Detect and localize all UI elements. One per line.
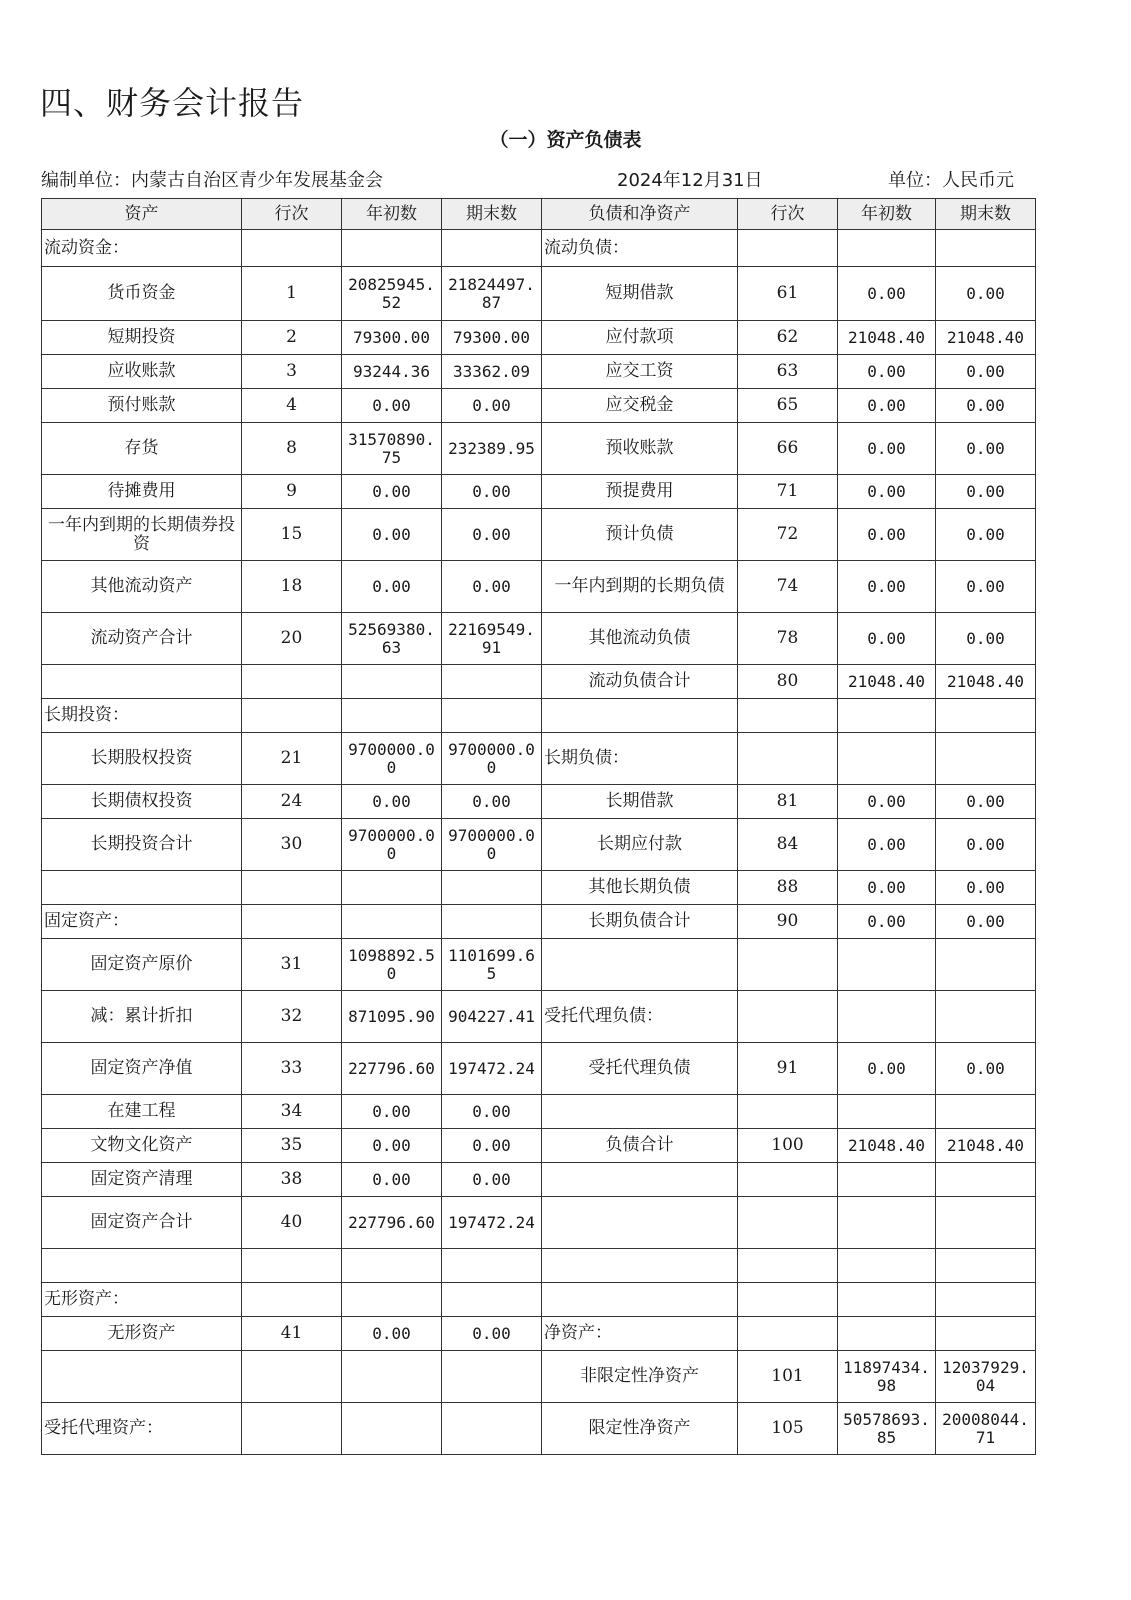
cell-liability-begin: 11897434.98 (838, 1351, 936, 1403)
cell-asset-begin (342, 1249, 442, 1283)
cell-asset-name: 货币资金 (42, 267, 242, 321)
cell-liability-name (542, 699, 738, 733)
cell-asset-begin (342, 871, 442, 905)
cell-asset-begin: 52569380.63 (342, 613, 442, 665)
cell-liability-line: 81 (738, 785, 838, 819)
cell-asset-begin: 9700000.00 (342, 819, 442, 871)
cell-liability-line: 80 (738, 665, 838, 699)
table-row (42, 665, 1036, 699)
cell-asset-name: 流动资产合计 (42, 613, 242, 665)
cell-asset-end (442, 1351, 542, 1403)
cell-asset-end: 79300.00 (442, 321, 542, 355)
cell-asset-line: 2 (242, 321, 342, 355)
organization-label: 编制单位：内蒙古自治区青少年发展基金会 (41, 170, 383, 191)
cell-liability-end (936, 1249, 1036, 1283)
cell-liability-line: 65 (738, 389, 838, 423)
cell-liability-name: 净资产： (542, 1317, 738, 1351)
cell-asset-begin: 871095.90 (342, 991, 442, 1043)
cell-asset-begin: 0.00 (342, 509, 442, 561)
cell-asset-name: 受托代理资产： (42, 1403, 242, 1455)
cell-liability-begin: 21048.40 (838, 321, 936, 355)
cell-liability-begin: 0.00 (838, 785, 936, 819)
table-row (42, 1129, 1036, 1163)
cell-asset-line (242, 871, 342, 905)
cell-liability-line: 90 (738, 905, 838, 939)
cell-asset-begin (342, 665, 442, 699)
cell-asset-end: 33362.09 (442, 355, 542, 389)
cell-asset-begin: 0.00 (342, 389, 442, 423)
table-row (42, 1043, 1036, 1095)
cell-asset-name: 固定资产净值 (42, 1043, 242, 1095)
cell-liability-end: 0.00 (936, 871, 1036, 905)
cell-asset-end: 0.00 (442, 1317, 542, 1351)
cell-liability-end: 21048.40 (936, 1129, 1036, 1163)
table-row (42, 1317, 1036, 1351)
cell-liability-name: 限定性净资产 (542, 1403, 738, 1455)
cell-liability-begin: 50578693.85 (838, 1403, 936, 1455)
table-title: （一）资产负债表 (489, 129, 642, 151)
table-row (42, 389, 1036, 423)
cell-asset-name (42, 1249, 242, 1283)
cell-liability-end: 0.00 (936, 613, 1036, 665)
cell-liability-name: 应交税金 (542, 389, 738, 423)
cell-liability-line: 91 (738, 1043, 838, 1095)
cell-asset-line (242, 1351, 342, 1403)
cell-liability-name: 长期负债合计 (542, 905, 738, 939)
cell-liability-end: 0.00 (936, 1043, 1036, 1095)
cell-asset-line: 3 (242, 355, 342, 389)
cell-asset-line: 4 (242, 389, 342, 423)
cell-asset-name: 长期投资合计 (42, 819, 242, 871)
cell-asset-line: 33 (242, 1043, 342, 1095)
table-row (42, 905, 1036, 939)
cell-asset-begin (342, 1283, 442, 1317)
cell-asset-name: 长期股权投资 (42, 733, 242, 785)
cell-liability-name: 长期应付款 (542, 819, 738, 871)
cell-liability-begin: 0.00 (838, 905, 936, 939)
table-row (42, 1163, 1036, 1197)
table-row (42, 321, 1036, 355)
cell-liability-begin: 21048.40 (838, 665, 936, 699)
cell-asset-end (442, 230, 542, 267)
cell-liability-name: 其他流动负债 (542, 613, 738, 665)
cell-asset-name: 预付账款 (42, 389, 242, 423)
cell-asset-name: 无形资产 (42, 1317, 242, 1351)
column-header-asset-name: 资产 (42, 199, 242, 230)
cell-liability-name: 一年内到期的长期负债 (542, 561, 738, 613)
cell-asset-name: 流动资金： (42, 230, 242, 267)
cell-asset-name (42, 665, 242, 699)
cell-asset-name: 长期债权投资 (42, 785, 242, 819)
cell-liability-name: 长期借款 (542, 785, 738, 819)
cell-liability-name (542, 1095, 738, 1129)
column-header-asset-line: 行次 (242, 199, 342, 230)
cell-liability-end: 0.00 (936, 355, 1036, 389)
currency-unit: 单位：人民币元 (888, 170, 1014, 191)
cell-asset-begin: 0.00 (342, 561, 442, 613)
cell-asset-begin: 0.00 (342, 1163, 442, 1197)
cell-liability-begin: 0.00 (838, 267, 936, 321)
cell-liability-line (738, 1317, 838, 1351)
cell-asset-end: 197472.24 (442, 1197, 542, 1249)
cell-asset-begin (342, 699, 442, 733)
report-date: 2024年12月31日 (617, 170, 763, 191)
cell-liability-end: 0.00 (936, 389, 1036, 423)
column-header-liability-end: 期末数 (936, 199, 1036, 230)
cell-liability-begin (838, 1317, 936, 1351)
cell-liability-begin: 0.00 (838, 561, 936, 613)
cell-asset-line: 24 (242, 785, 342, 819)
cell-asset-end: 0.00 (442, 389, 542, 423)
cell-asset-line: 38 (242, 1163, 342, 1197)
column-header-liability-begin: 年初数 (838, 199, 936, 230)
cell-asset-end (442, 1403, 542, 1455)
cell-liability-begin (838, 1283, 936, 1317)
cell-asset-name: 其他流动资产 (42, 561, 242, 613)
table-row (42, 991, 1036, 1043)
cell-liability-begin (838, 699, 936, 733)
cell-liability-line (738, 1249, 838, 1283)
cell-asset-line: 20 (242, 613, 342, 665)
cell-liability-name: 流动负债合计 (542, 665, 738, 699)
table-row (42, 939, 1036, 991)
table-row (42, 475, 1036, 509)
cell-liability-end (936, 1095, 1036, 1129)
cell-asset-begin: 1098892.50 (342, 939, 442, 991)
cell-liability-line (738, 733, 838, 785)
cell-asset-line: 40 (242, 1197, 342, 1249)
cell-liability-end (936, 1197, 1036, 1249)
cell-liability-end (936, 1283, 1036, 1317)
cell-asset-name: 固定资产清理 (42, 1163, 242, 1197)
cell-liability-begin: 0.00 (838, 613, 936, 665)
cell-asset-name: 固定资产合计 (42, 1197, 242, 1249)
cell-asset-line: 8 (242, 423, 342, 475)
cell-liability-line: 66 (738, 423, 838, 475)
table-row (42, 423, 1036, 475)
cell-liability-line: 63 (738, 355, 838, 389)
cell-liability-name: 负债合计 (542, 1129, 738, 1163)
cell-liability-end: 0.00 (936, 423, 1036, 475)
cell-liability-end (936, 733, 1036, 785)
table-row (42, 1351, 1036, 1403)
table-row (42, 1197, 1036, 1249)
cell-asset-end: 0.00 (442, 561, 542, 613)
cell-liability-name: 受托代理负债 (542, 1043, 738, 1095)
column-header-liability-line: 行次 (738, 199, 838, 230)
cell-asset-begin: 0.00 (342, 1317, 442, 1351)
cell-asset-end (442, 905, 542, 939)
cell-asset-begin: 227796.60 (342, 1043, 442, 1095)
cell-asset-name: 固定资产原价 (42, 939, 242, 991)
cell-asset-line: 1 (242, 267, 342, 321)
cell-asset-line: 21 (242, 733, 342, 785)
cell-liability-line: 74 (738, 561, 838, 613)
table-row (42, 509, 1036, 561)
cell-liability-end: 20008044.71 (936, 1403, 1036, 1455)
cell-liability-end (936, 699, 1036, 733)
cell-liability-line: 100 (738, 1129, 838, 1163)
table-row (42, 733, 1036, 785)
balance-sheet-table (41, 198, 1036, 1455)
cell-liability-end: 0.00 (936, 509, 1036, 561)
cell-liability-begin (838, 1249, 936, 1283)
cell-asset-begin (342, 230, 442, 267)
cell-liability-begin (838, 1163, 936, 1197)
cell-asset-name: 减：累计折扣 (42, 991, 242, 1043)
table-row (42, 561, 1036, 613)
table-row (42, 1249, 1036, 1283)
cell-asset-end: 1101699.65 (442, 939, 542, 991)
cell-asset-line: 35 (242, 1129, 342, 1163)
cell-liability-name: 流动负债： (542, 230, 738, 267)
cell-asset-begin: 227796.60 (342, 1197, 442, 1249)
table-row (42, 871, 1036, 905)
cell-liability-end (936, 991, 1036, 1043)
cell-asset-end: 0.00 (442, 475, 542, 509)
cell-liability-line: 88 (738, 871, 838, 905)
cell-asset-line (242, 699, 342, 733)
cell-asset-name: 应收账款 (42, 355, 242, 389)
cell-asset-line: 32 (242, 991, 342, 1043)
cell-liability-line (738, 230, 838, 267)
cell-asset-end: 0.00 (442, 509, 542, 561)
cell-liability-begin (838, 939, 936, 991)
report-heading: 四、财务会计报告 (40, 84, 305, 122)
cell-asset-end (442, 1249, 542, 1283)
cell-liability-line: 105 (738, 1403, 838, 1455)
cell-asset-begin: 0.00 (342, 1095, 442, 1129)
cell-liability-begin: 0.00 (838, 871, 936, 905)
cell-liability-line (738, 1163, 838, 1197)
cell-liability-begin: 0.00 (838, 389, 936, 423)
cell-liability-line: 78 (738, 613, 838, 665)
cell-asset-end (442, 665, 542, 699)
cell-liability-begin: 0.00 (838, 475, 936, 509)
cell-asset-end (442, 699, 542, 733)
cell-liability-name (542, 1197, 738, 1249)
cell-liability-begin (838, 1095, 936, 1129)
cell-liability-end (936, 939, 1036, 991)
cell-asset-line (242, 665, 342, 699)
cell-asset-end (442, 1283, 542, 1317)
cell-asset-end: 0.00 (442, 1095, 542, 1129)
cell-asset-end (442, 871, 542, 905)
cell-asset-line: 9 (242, 475, 342, 509)
cell-asset-begin (342, 1351, 442, 1403)
column-header-liability-name: 负债和净资产 (542, 199, 738, 230)
cell-asset-name: 固定资产： (42, 905, 242, 939)
cell-asset-line: 41 (242, 1317, 342, 1351)
cell-asset-begin: 93244.36 (342, 355, 442, 389)
cell-asset-end: 22169549.91 (442, 613, 542, 665)
cell-liability-end (936, 230, 1036, 267)
cell-asset-end: 197472.24 (442, 1043, 542, 1095)
cell-liability-end: 12037929.04 (936, 1351, 1036, 1403)
cell-liability-begin (838, 991, 936, 1043)
table-row (42, 1283, 1036, 1317)
cell-asset-end: 904227.41 (442, 991, 542, 1043)
cell-liability-begin (838, 1197, 936, 1249)
cell-liability-name (542, 1163, 738, 1197)
cell-liability-begin: 0.00 (838, 819, 936, 871)
cell-liability-name (542, 1249, 738, 1283)
cell-liability-begin: 0.00 (838, 355, 936, 389)
cell-liability-end (936, 1317, 1036, 1351)
cell-liability-end: 0.00 (936, 561, 1036, 613)
cell-liability-begin (838, 733, 936, 785)
cell-asset-line (242, 905, 342, 939)
cell-liability-line (738, 939, 838, 991)
cell-liability-line (738, 699, 838, 733)
cell-liability-begin: 0.00 (838, 509, 936, 561)
cell-liability-name: 受托代理负债： (542, 991, 738, 1043)
cell-liability-line: 84 (738, 819, 838, 871)
cell-asset-begin: 0.00 (342, 1129, 442, 1163)
cell-asset-line: 18 (242, 561, 342, 613)
table-row (42, 1403, 1036, 1455)
table-row (42, 613, 1036, 665)
cell-asset-begin: 0.00 (342, 785, 442, 819)
cell-liability-begin: 0.00 (838, 1043, 936, 1095)
cell-liability-end: 21048.40 (936, 665, 1036, 699)
cell-liability-name (542, 1283, 738, 1317)
cell-liability-line: 61 (738, 267, 838, 321)
table-row (42, 1095, 1036, 1129)
cell-liability-begin: 0.00 (838, 423, 936, 475)
cell-asset-end: 0.00 (442, 785, 542, 819)
cell-asset-name (42, 871, 242, 905)
cell-liability-name: 预提费用 (542, 475, 738, 509)
cell-asset-line: 30 (242, 819, 342, 871)
cell-asset-line (242, 1403, 342, 1455)
cell-liability-name: 长期负债： (542, 733, 738, 785)
table-row (42, 699, 1036, 733)
cell-liability-line: 62 (738, 321, 838, 355)
column-header-asset-end: 期末数 (442, 199, 542, 230)
cell-liability-end: 0.00 (936, 905, 1036, 939)
cell-liability-line: 71 (738, 475, 838, 509)
table-header-row (42, 199, 1036, 230)
cell-liability-name: 应交工资 (542, 355, 738, 389)
cell-liability-line: 101 (738, 1351, 838, 1403)
table-row (42, 819, 1036, 871)
cell-asset-name (42, 1351, 242, 1403)
cell-asset-end: 0.00 (442, 1129, 542, 1163)
cell-liability-line (738, 1095, 838, 1129)
cell-liability-name: 预收账款 (542, 423, 738, 475)
cell-liability-line (738, 1283, 838, 1317)
cell-asset-end: 0.00 (442, 1163, 542, 1197)
cell-asset-name: 短期投资 (42, 321, 242, 355)
cell-asset-begin: 0.00 (342, 475, 442, 509)
table-row (42, 267, 1036, 321)
cell-liability-end: 0.00 (936, 475, 1036, 509)
cell-liability-name: 非限定性净资产 (542, 1351, 738, 1403)
cell-asset-begin (342, 905, 442, 939)
cell-liability-end: 21048.40 (936, 321, 1036, 355)
cell-liability-name: 短期借款 (542, 267, 738, 321)
cell-asset-line: 34 (242, 1095, 342, 1129)
cell-asset-name: 无形资产： (42, 1283, 242, 1317)
cell-liability-name: 其他长期负债 (542, 871, 738, 905)
cell-asset-name: 待摊费用 (42, 475, 242, 509)
cell-liability-line (738, 1197, 838, 1249)
cell-liability-end (936, 1163, 1036, 1197)
cell-asset-begin: 20825945.52 (342, 267, 442, 321)
cell-liability-end: 0.00 (936, 819, 1036, 871)
cell-asset-name: 在建工程 (42, 1095, 242, 1129)
cell-asset-end: 21824497.87 (442, 267, 542, 321)
table-row (42, 230, 1036, 267)
cell-asset-line (242, 1283, 342, 1317)
cell-asset-line (242, 1249, 342, 1283)
cell-asset-end: 9700000.00 (442, 819, 542, 871)
cell-asset-name: 存货 (42, 423, 242, 475)
cell-asset-begin: 31570890.75 (342, 423, 442, 475)
cell-asset-end: 232389.95 (442, 423, 542, 475)
column-header-asset-begin: 年初数 (342, 199, 442, 230)
cell-liability-begin (838, 230, 936, 267)
cell-asset-name: 长期投资： (42, 699, 242, 733)
cell-liability-name: 预计负债 (542, 509, 738, 561)
cell-asset-name: 文物文化资产 (42, 1129, 242, 1163)
cell-liability-line (738, 991, 838, 1043)
cell-liability-line: 72 (738, 509, 838, 561)
cell-liability-name: 应付款项 (542, 321, 738, 355)
cell-asset-line: 15 (242, 509, 342, 561)
table-row (42, 355, 1036, 389)
cell-asset-line: 31 (242, 939, 342, 991)
cell-asset-begin: 79300.00 (342, 321, 442, 355)
cell-asset-end: 9700000.00 (442, 733, 542, 785)
cell-asset-name: 一年内到期的长期债券投资 (42, 509, 242, 561)
cell-liability-begin: 21048.40 (838, 1129, 936, 1163)
cell-asset-begin: 9700000.00 (342, 733, 442, 785)
table-row (42, 785, 1036, 819)
cell-asset-line (242, 230, 342, 267)
cell-liability-end: 0.00 (936, 785, 1036, 819)
cell-liability-end: 0.00 (936, 267, 1036, 321)
cell-asset-begin (342, 1403, 442, 1455)
cell-liability-name (542, 939, 738, 991)
